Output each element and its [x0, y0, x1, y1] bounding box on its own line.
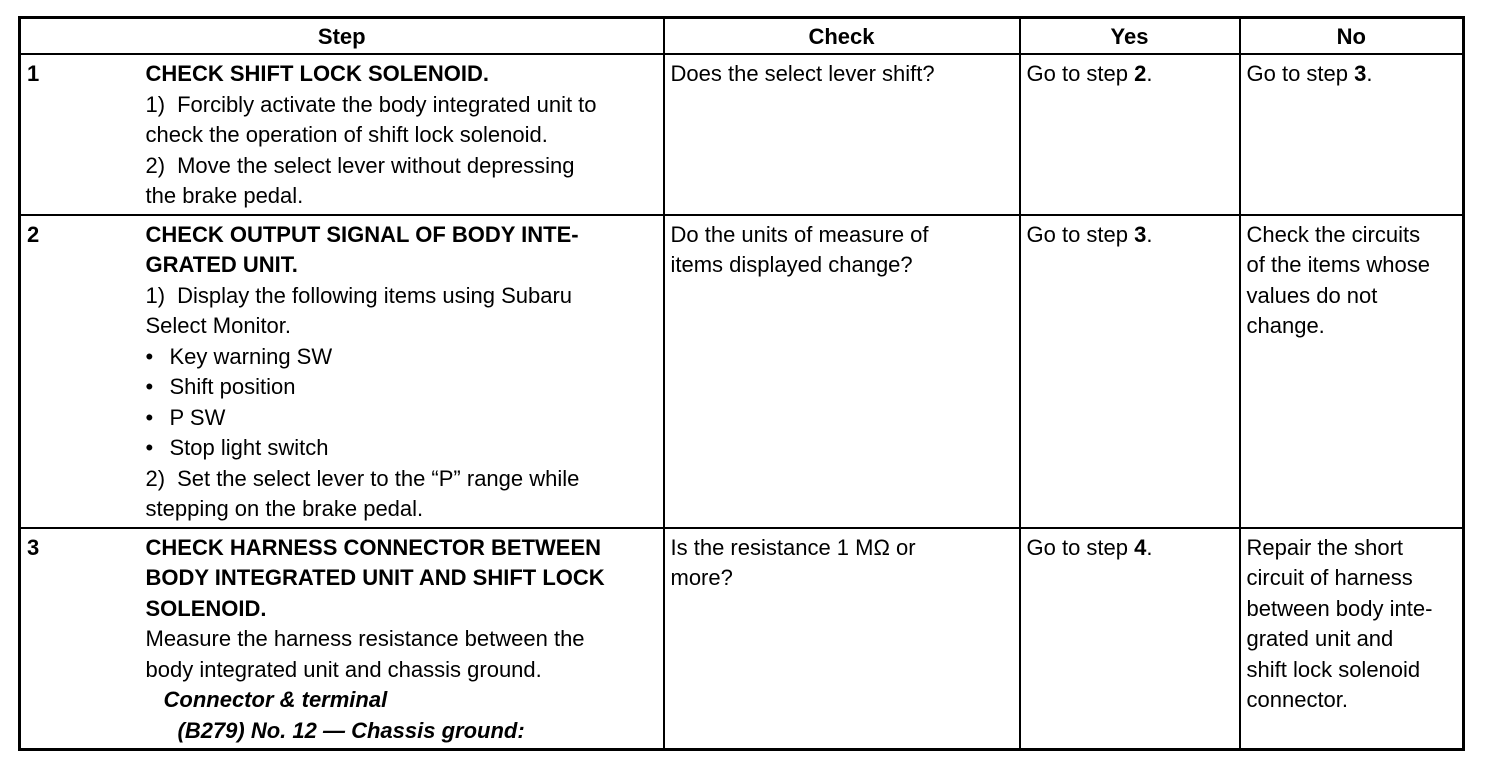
instruction-line: 2) Set the select lever to the “P” range while [145, 465, 580, 491]
header-step: Step [20, 18, 664, 55]
no-line: grated unit and [1246, 626, 1394, 651]
instruction-line: 1) Display the following items using Subaru [145, 282, 573, 308]
table-row [20, 528, 1464, 750]
list-item: • Stop light switch [145, 435, 329, 460]
check-cell [664, 528, 1020, 750]
step-description [140, 528, 664, 750]
header-no: No [1240, 18, 1464, 55]
no-line: values do not [1246, 282, 1378, 308]
check-line: Is the resistance 1 MΩ or [670, 534, 916, 560]
table-row [20, 54, 1464, 215]
connector-terminal-label: Connector & terminal [163, 687, 388, 712]
yes-cell: Go to step 2. [1020, 54, 1240, 215]
step-title: BODY INTEGRATED UNIT AND SHIFT LOCK [145, 565, 605, 590]
no-line: shift lock solenoid [1246, 656, 1421, 682]
no-cell [1240, 528, 1464, 750]
step-title: CHECK OUTPUT SIGNAL OF BODY INTE- [145, 221, 579, 247]
instruction-line: the brake pedal. [145, 183, 304, 208]
no-line: between body inte- [1246, 595, 1433, 621]
check-cell [664, 215, 1020, 528]
check-line: more? [670, 565, 733, 590]
instruction-line: Select Monitor. [145, 313, 292, 338]
instruction-line: 2) Move the select lever without depressing [145, 152, 575, 178]
instruction-line: body integrated unit and chassis ground. [145, 656, 542, 682]
list-item: • P SW [145, 404, 226, 430]
step-title: CHECK SHIFT LOCK SOLENOID. [145, 61, 489, 86]
step-title: CHECK HARNESS CONNECTOR BETWEEN [145, 534, 602, 560]
no-line: connector. [1246, 687, 1349, 712]
step-number: 1 [20, 54, 140, 215]
no-line: of the items whose [1246, 252, 1430, 277]
header-check: Check [664, 18, 1020, 55]
no-line: change. [1246, 313, 1325, 338]
header-row [20, 18, 1464, 55]
step-title: GRATED UNIT. [145, 252, 298, 277]
check-cell: Does the select lever shift? [664, 54, 1020, 215]
step-number: 3 [20, 528, 140, 750]
instruction-line: stepping on the brake pedal. [145, 496, 424, 521]
instruction-line: Measure the harness resistance between the [145, 626, 585, 651]
list-item: • Key warning SW [145, 343, 333, 369]
step-number: 2 [20, 215, 140, 528]
connector-terminal-spec: (B279) No. 12 — Chassis ground: [177, 717, 525, 743]
no-cell [1240, 215, 1464, 528]
yes-cell: Go to step 3. [1020, 215, 1240, 528]
no-line: Repair the short [1246, 534, 1404, 560]
list-item: • Shift position [145, 374, 296, 399]
diagnostic-table [18, 16, 1465, 751]
yes-cell: Go to step 4. [1020, 528, 1240, 750]
no-line: Check the circuits [1246, 221, 1421, 247]
table-row [20, 215, 1464, 528]
no-line: circuit of harness [1246, 565, 1413, 590]
check-line: Do the units of measure of [670, 221, 929, 247]
instruction-line: 1) Forcibly activate the body integrated unit to [145, 91, 597, 117]
instruction-line: check the operation of shift lock solenoid. [145, 122, 548, 147]
step-title: SOLENOID. [145, 595, 267, 621]
header-yes: Yes [1020, 18, 1240, 55]
check-line: items displayed change? [670, 252, 913, 277]
no-cell: Go to step 3. [1240, 54, 1464, 215]
step-description [140, 54, 664, 215]
step-description [140, 215, 664, 528]
